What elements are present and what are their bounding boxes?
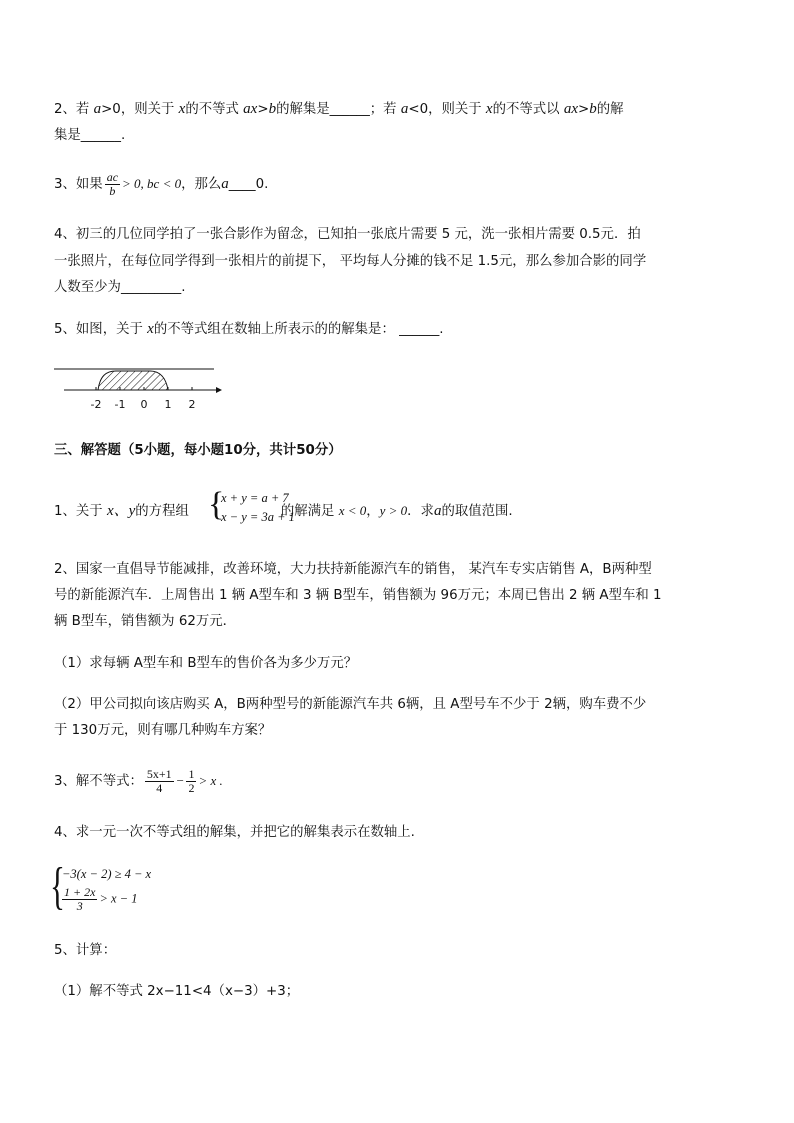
frac-denominator: b — [109, 183, 116, 198]
q2-text: 的解 — [596, 102, 624, 117]
q3-text: ，那么 — [181, 177, 222, 192]
q5-text: 的不等式组在数轴上所表示的的解集是： ______. — [153, 322, 444, 337]
q2-text: <0，则关于 — [408, 102, 482, 117]
p3-rhs: > x . — [198, 773, 223, 788]
frac-numerator: 1 — [188, 766, 195, 781]
p2-sub-1: （1）求每辆 A型车和 B型车的售价各为多少万元？ — [54, 656, 358, 671]
condition-y: y > 0 — [379, 503, 408, 518]
p1-text: 的方程组 — [135, 504, 189, 519]
p1-text: ， — [366, 504, 380, 519]
p1-text: 的解满足 — [280, 504, 335, 519]
var-ax: ax — [563, 101, 578, 117]
p4-ineq-1: −3(x − 2) ≥ 4 − x — [62, 867, 152, 881]
var-a: a — [433, 503, 442, 519]
frac-denominator: 3 — [76, 899, 83, 913]
q2-text: > — [257, 102, 269, 117]
q3-line — [54, 170, 268, 199]
tick-labels — [91, 398, 196, 411]
tick-label: 1 — [164, 398, 172, 411]
p1-text: ．求 — [407, 504, 434, 519]
var-a: a — [400, 101, 409, 117]
q2-text: 2、若 — [54, 102, 90, 117]
q3-text: ____0. — [228, 177, 269, 192]
system-eq-2: x − y = 3a + 1 — [221, 510, 295, 524]
var-x: x — [485, 101, 493, 117]
p2-line-1: 2、国家一直倡导节能减排，改善环境，大力扶持新能源汽车的销售， 某汽车专实店销售 A，B两种型 — [54, 562, 652, 577]
axis-arrow-icon — [216, 387, 222, 393]
q2-line-1 — [54, 100, 624, 119]
q5-line — [54, 320, 444, 339]
var-x: x — [178, 101, 186, 117]
q2-line-2: 集是______. — [54, 128, 126, 143]
p3-text: 3、解不等式： — [54, 774, 143, 789]
tick-label: -2 — [90, 398, 102, 411]
q3-text: 3、如果 — [54, 177, 103, 192]
q4-line-3: 人数至少为_________. — [54, 280, 186, 295]
p2-sub-2-line-2: 于 130万元，则有哪几种购车方案？ — [54, 723, 272, 738]
minus-sign: − — [175, 773, 185, 788]
frac-denominator: 2 — [188, 780, 195, 795]
q3-condition: > 0, bc < 0 — [122, 176, 182, 191]
p1-text: 的取值范围. — [441, 504, 513, 519]
tick-label: 2 — [188, 398, 196, 411]
frac-numerator: 1 + 2x — [64, 885, 96, 899]
q2-text: 的不等式 — [185, 102, 239, 117]
var-xy: x、y — [106, 503, 136, 519]
tick-label: 0 — [140, 398, 148, 411]
tick-label: -1 — [114, 398, 126, 411]
p4-line: 4、求一元一次不等式组的解集，并把它的解集表示在数轴上. — [54, 825, 415, 840]
p4-ineq-2 — [62, 886, 137, 913]
p4-ineq-2-rhs: > x − 1 — [99, 891, 138, 906]
q4-line-1: 4、初三的几位同学拍了一张合影作为留念，已知拍一张底片需要 5 元，洗一张相片需要 0.5元．拍 — [54, 227, 641, 242]
var-a: a — [221, 176, 229, 192]
var-ax: ax — [243, 101, 258, 117]
q2-text: > — [577, 102, 590, 117]
p2-sub-2-line-1: （2）甲公司拟向该店购买 A，B两种型号的新能源汽车共 6辆，且 A型号车不少于 2辆，购车费不少 — [54, 697, 647, 712]
q2-text: 的解集是______；若 — [276, 102, 397, 117]
condition-x: x < 0 — [338, 503, 367, 518]
system-eq-1: x + y = a + 7 — [221, 491, 289, 505]
frac-denominator: 4 — [156, 780, 163, 795]
fraction-ac-over-b — [105, 171, 120, 198]
p4-system-brace: { — [50, 858, 65, 915]
system-brace: { — [208, 486, 225, 523]
q2-text: >0，则关于 — [101, 102, 175, 117]
var-a: a — [93, 101, 102, 117]
section-3-heading: 三、解答题（5小题，每小题10分，共计50分） — [54, 443, 342, 458]
q5-text: 5、如图，关于 — [54, 322, 143, 337]
var-x: x — [147, 321, 154, 337]
frac-numerator: ac — [106, 169, 119, 184]
p1-text: 1、关于 — [54, 504, 103, 519]
var-b: b — [268, 101, 277, 117]
p3-line — [54, 764, 223, 799]
p2-line-3: 辆 B型车，销售额为 62万元． — [54, 614, 237, 629]
hatched-solution-region — [98, 371, 168, 390]
p5-line: 5、计算： — [54, 943, 117, 958]
fraction-5x1-over-4 — [145, 768, 174, 795]
q4-line-2: 一张照片，在每位同学得到一张相片的前提下， 平均每人分摊的钱不足 1.5元，那么参加合影的同学 — [54, 254, 647, 269]
fraction-1-over-2 — [186, 768, 196, 795]
fraction-12x-over-3 — [62, 886, 97, 913]
frac-numerator: 5x+1 — [146, 766, 172, 781]
var-b: b — [589, 101, 597, 117]
p5-sub-1: （1）解不等式 2x−11<4（x−3）+3； — [54, 984, 300, 999]
number-line-figure — [54, 360, 234, 416]
q2-text: 的不等式以 — [492, 102, 560, 117]
p2-line-2: 号的新能源汽车．上周售出 1 辆 A型车和 3 辆 B型车，销售额为 96万元；本周已售出 2 辆 A型车和 1 — [54, 588, 662, 603]
